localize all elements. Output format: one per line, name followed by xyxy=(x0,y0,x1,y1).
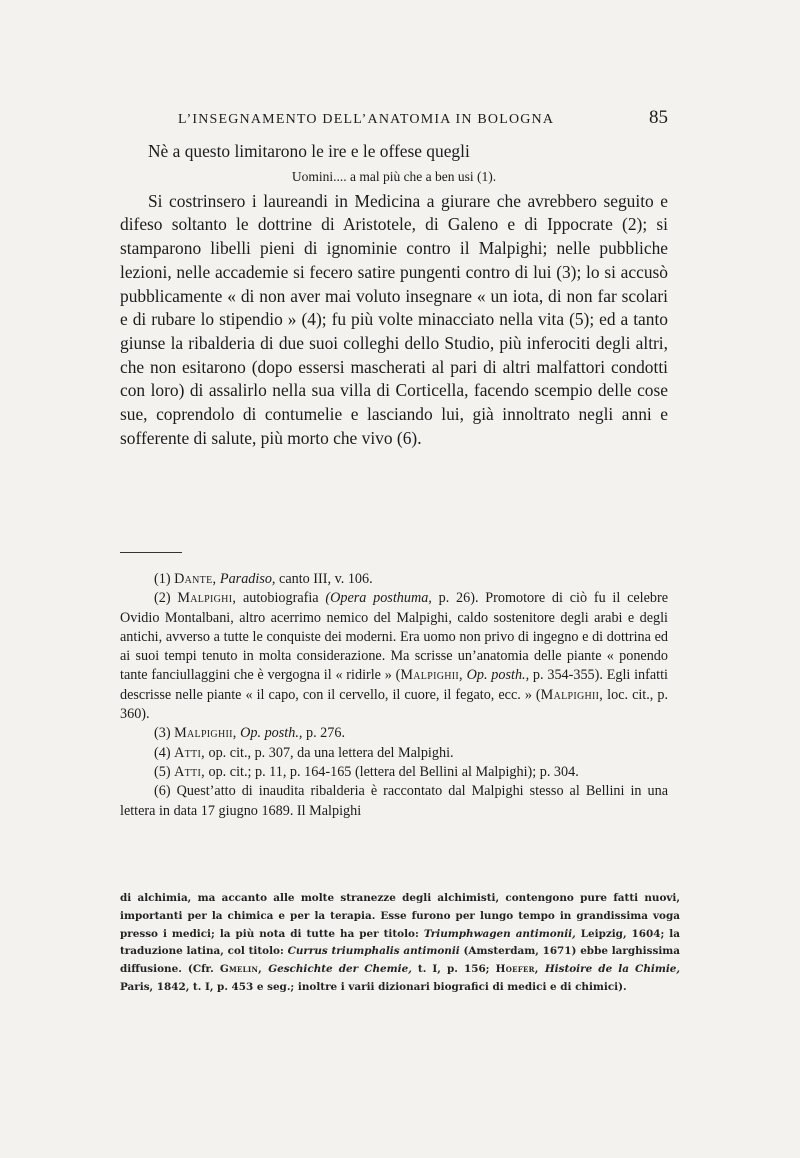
footnote-2: (2) Malpighi, autobiografia (Opera posthuma, p. 26). Promotore di ciò fu il celebre Ovidio Montalbani, altro acerrimo nemico del Malpighi, caldo sostenitore degli arabi e degli antichi, avverso a tutte le conquiste dei moderni. Era uomo non privo di ingegno e di dottrina ed ai suoi tempi tenuto in molta considerazione. Ma scrisse un’anatomia delle piante « ponendo tante fanciullaggini che è vergogna il « ridirle » (Malpighii, Op. posth., p. 354-355). Egli infatti descrisse nelle piante « il capo, con il cervello, il cuore, il fegato, ecc. » (Malpighii, loc. cit., p. 360). xyxy=(120,590,669,723)
running-title: L’INSEGNAMENTO DELL’ANATOMIA IN BOLOGNA xyxy=(178,112,555,127)
footnote-5: (5) Atti, op. cit.; p. 11, p. 164-165 (lettera del Bellini al Malpighi); p. 304. xyxy=(154,763,579,780)
footnote-ref-2[interactable]: (2) xyxy=(622,214,643,235)
paragraph-persecution: Si costrinsero i laureandi in Medicina a giurare che avrebbero seguito e difeso soltanto le dottrine di Aristotele, di Galeno e di Ippocrate (2); si stamparono libelli pieni di ignominie contro il Malpighi; nelle pubbliche lezioni, nelle accademie si fecero satire pungenti contro di lui (3); lo si accusò pubblicamente « di non aver mai voluto insegnare « un iota, di non far scolari e di rubare lo stipendio » (4); fu più volte minacciato nella vita (5); ed a tanto giunse la ribalderia di due suoi colleghi dello Studio, più inferociti degli altri, che non esitarono (dopo essersi mascherati al pari di altri malfattori condotti con loro) di assalirlo nella sua villa di Corticella, facendo scempio delle cose sue, coprendolo di contumelie e lasciando lui, già innoltrato negli anni e sofferente di salute, più morto che vivo (6). xyxy=(120,190,668,448)
intro-line: Nè a questo limitarono le ire e le offese quegli xyxy=(148,141,470,161)
page-number: 85 xyxy=(649,107,668,128)
footnote-ref-4[interactable]: (4) xyxy=(301,309,322,330)
footnote-3: (3) Malpighii, Op. posth., p. 276. xyxy=(154,725,345,742)
footnote-divider xyxy=(120,552,182,553)
pasted-note-slip xyxy=(120,890,680,997)
footnote-4: (4) Atti, op. cit., p. 307, da una lettera del Malpighi. xyxy=(154,744,454,761)
footnotes xyxy=(120,570,668,821)
footnote-ref-5[interactable]: (5) xyxy=(569,309,590,330)
footnote-ref-3[interactable]: (3) xyxy=(556,261,577,282)
footnote-6: (6) Quest’atto di inaudita ribalderia è raccontato dal Malpighi stesso al Bellini in una lettera in data 17 giugno 1689. Il Malpighi xyxy=(120,783,668,819)
footnote-ref-6[interactable]: (6) xyxy=(396,427,418,448)
main-text xyxy=(120,140,668,450)
pasted-note-text: di alchimia, ma accanto alle molte stranezze degli alchimisti, contengono pure fatti nuovi, importanti per la chimica e per la terapia. Esse furono per lungo tempo in grandissima voga presso i medici; la più nota di tutte ha per titolo: Triumphwagen antimonii, Leipzig, 1604; la traduzione latina, col titolo: Currus triumphalis antimonii (Amsterdam, 1671) ebbe larghissima diffusione. (Cfr. Gmelin, Geschichte der Chemie, t. I, p. 156; Hoefer, Histoire de la Chimie, Paris, 1842, t. I, p. 453 e seg.; inoltre i varii dizionari biografici di medici e di chimici). xyxy=(120,892,681,993)
dante-quote: Uomini.... a mal più che a ben usi (1). xyxy=(291,168,497,184)
footnote-1: (1) Dante, Paradiso, canto III, v. 106. xyxy=(154,571,373,587)
